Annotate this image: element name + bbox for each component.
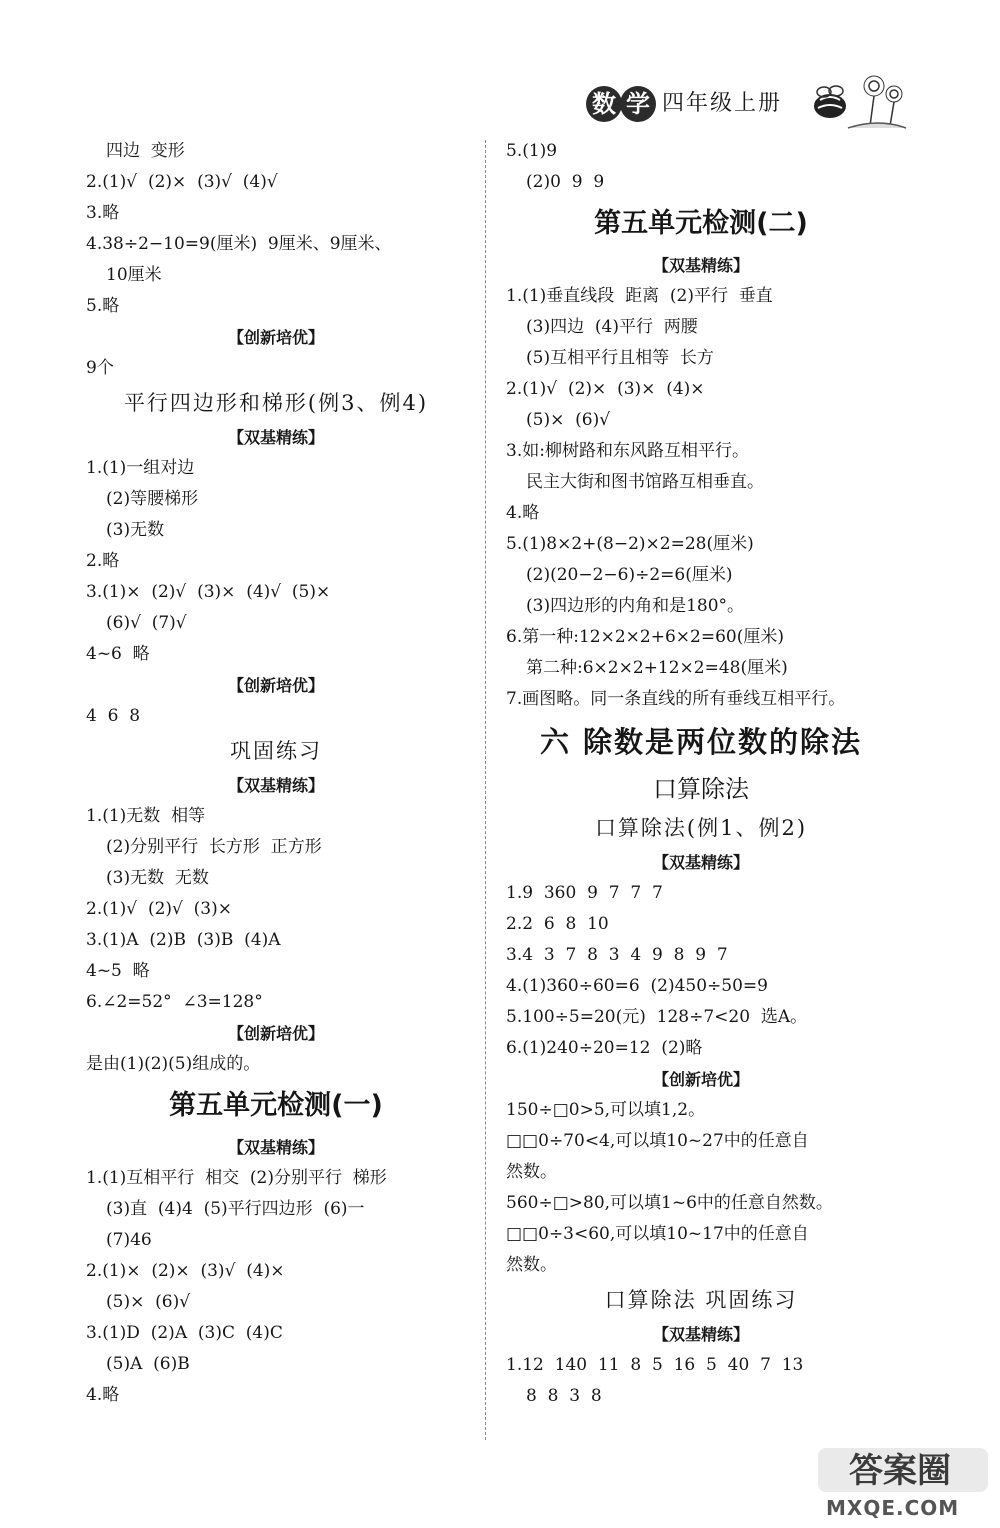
answer-line: 5.(1)9 xyxy=(506,141,558,161)
lesson-title: 平行四边形和梯形(例3、例4) xyxy=(123,391,429,415)
answer-line: 3.4 3 7 8 3 4 9 8 9 7 xyxy=(506,945,728,965)
answer-line: 1.9 360 9 7 7 7 xyxy=(506,883,663,903)
answer-line: 1.(1)互相平行 相交 (2)分别平行 梯形 xyxy=(86,1168,387,1188)
answer-line: (3)无数 无数 xyxy=(106,868,209,888)
watermark-logo-text: 答案圈 xyxy=(849,1451,951,1491)
section-tag: 【创新培优】 xyxy=(227,676,324,695)
answer-line: (2)等腰梯形 xyxy=(106,489,199,509)
answer-line: 4~5 略 xyxy=(86,961,150,981)
answer-line: (3)无数 xyxy=(106,520,165,540)
answer-line: 4.略 xyxy=(506,503,540,523)
page-header xyxy=(580,72,910,132)
lesson-title: 口算除法 巩固练习 xyxy=(604,1288,798,1312)
answer-line: 4.略 xyxy=(86,1385,120,1405)
answer-line: 四边 变形 xyxy=(106,141,185,161)
section-tag: 【双基精练】 xyxy=(652,1325,749,1344)
answer-line: 2.(1)× (2)× (3)√ (4)× xyxy=(86,1261,285,1281)
answer-line: 4.38÷2−10=9(厘米) 9厘米、9厘米、 xyxy=(86,234,392,254)
section-title: 口算除法 xyxy=(653,775,749,803)
left-column xyxy=(86,136,466,1411)
answer-line: 3.略 xyxy=(86,203,120,223)
answer-line: 3.(1)× (2)√ (3)× (4)√ (5)× xyxy=(86,582,331,602)
answer-line: 3.(1)A (2)B (3)B (4)A xyxy=(86,930,281,950)
answer-line: 8 8 3 8 xyxy=(526,1386,602,1406)
section-tag: 【双基精练】 xyxy=(227,776,324,795)
subject-badge-1: 数 xyxy=(586,86,622,122)
answer-line: 7.画图略。同一条直线的所有垂线互相平行。 xyxy=(506,689,846,709)
answer-line: 6.∠2=52° ∠3=128° xyxy=(86,992,263,1012)
answer-line: 然数。 xyxy=(506,1255,557,1275)
answer-line: (3)直 (4)4 (5)平行四边形 (6)一 xyxy=(106,1199,365,1219)
section-tag: 【双基精练】 xyxy=(652,853,749,872)
answer-line: □□0÷70<4,可以填10~27中的任意自 xyxy=(506,1131,809,1151)
answer-line: (5)互相平行且相等 长方 xyxy=(526,348,714,368)
answer-line: (5)× (6)√ xyxy=(526,410,611,430)
answer-line: 2.(1)√ (2)× (3)× (4)× xyxy=(506,379,705,399)
answer-line: 4~6 略 xyxy=(86,644,150,664)
section-tag: 【创新培优】 xyxy=(227,1024,324,1043)
answer-line: (3)四边形的内角和是180°。 xyxy=(526,596,745,616)
answer-line: (2)分别平行 长方形 正方形 xyxy=(106,837,322,857)
answer-line: 3.(1)D (2)A (3)C (4)C xyxy=(86,1323,283,1343)
section-tag: 【创新培优】 xyxy=(652,1070,749,1089)
answer-line: (3)四边 (4)平行 两腰 xyxy=(526,317,698,337)
answer-line: (2)0 9 9 xyxy=(526,172,605,192)
answer-line: (5)A (6)B xyxy=(106,1354,190,1374)
answer-line: 2.(1)√ (2)× (3)√ (4)√ xyxy=(86,172,278,192)
unit-test-title: 第五单元检测(二) xyxy=(594,208,808,239)
answer-line: 民主大街和图书馆路互相垂直。 xyxy=(526,472,764,492)
answer-line: 5.100÷5=20(元) 128÷7<20 选A。 xyxy=(506,1007,808,1027)
answer-line: 2.2 6 8 10 xyxy=(506,914,609,934)
answer-line: (2)(20−2−6)÷2=6(厘米) xyxy=(526,565,733,585)
answer-line: 150÷□0>5,可以填1,2。 xyxy=(506,1100,706,1120)
lesson-title: 巩固练习 xyxy=(230,739,322,763)
answer-line: 是由(1)(2)(5)组成的。 xyxy=(86,1054,261,1074)
answer-line: 3.如:柳树路和东风路互相平行。 xyxy=(506,441,749,461)
section-tag: 【双基精练】 xyxy=(227,428,324,447)
answer-line: (6)√ (7)√ xyxy=(106,613,187,633)
answer-line: 1.(1)一组对边 xyxy=(86,458,195,478)
answer-line: 第二种:6×2×2+12×2=48(厘米) xyxy=(526,658,788,678)
answer-line: 6.(1)240÷20=12 (2)略 xyxy=(506,1038,703,1058)
answer-line: 10厘米 xyxy=(106,265,162,285)
watermark-site: MXQE.COM xyxy=(826,1496,960,1520)
answer-line: 5.(1)8×2+(8−2)×2=28(厘米) xyxy=(506,534,754,554)
answer-line: 9个 xyxy=(86,358,114,378)
grade-label: 四年级上册 xyxy=(662,91,783,116)
answer-line: 1.(1)无数 相等 xyxy=(86,806,206,826)
unit-title: 六 除数是两位数的除法 xyxy=(539,725,863,759)
answer-line: (7)46 xyxy=(106,1230,152,1250)
section-tag: 【双基精练】 xyxy=(227,1138,324,1157)
answer-line: 6.第一种:12×2×2+6×2=60(厘米) xyxy=(506,627,784,647)
section-tag: 【创新培优】 xyxy=(227,328,324,347)
right-column xyxy=(506,136,896,1412)
answer-line: 4 6 8 xyxy=(86,706,141,726)
lesson-title: 口算除法(例1、例2) xyxy=(594,816,808,840)
answer-line: □□0÷3<60,可以填10~17中的任意自 xyxy=(506,1224,809,1244)
unit-test-title: 第五单元检测(一) xyxy=(169,1090,383,1121)
answer-line: 1.12 140 11 8 5 16 5 40 7 13 xyxy=(506,1355,804,1375)
answer-line: (5)× (6)√ xyxy=(106,1292,191,1312)
answer-line: 然数。 xyxy=(506,1162,557,1182)
answer-line: 5.略 xyxy=(86,296,120,316)
answer-line: 2.略 xyxy=(86,551,120,571)
bee-flower-icon xyxy=(808,72,908,132)
answer-line: 4.(1)360÷60=6 (2)450÷50=9 xyxy=(506,976,768,996)
subject-badge-2: 学 xyxy=(620,86,656,122)
answer-line: 560÷□>80,可以填1~6中的任意自然数。 xyxy=(506,1193,833,1213)
section-tag: 【双基精练】 xyxy=(652,256,749,275)
column-divider xyxy=(485,140,486,1440)
answer-line: 2.(1)√ (2)√ (3)× xyxy=(86,899,232,919)
answer-line: 1.(1)垂直线段 距离 (2)平行 垂直 xyxy=(506,286,773,306)
